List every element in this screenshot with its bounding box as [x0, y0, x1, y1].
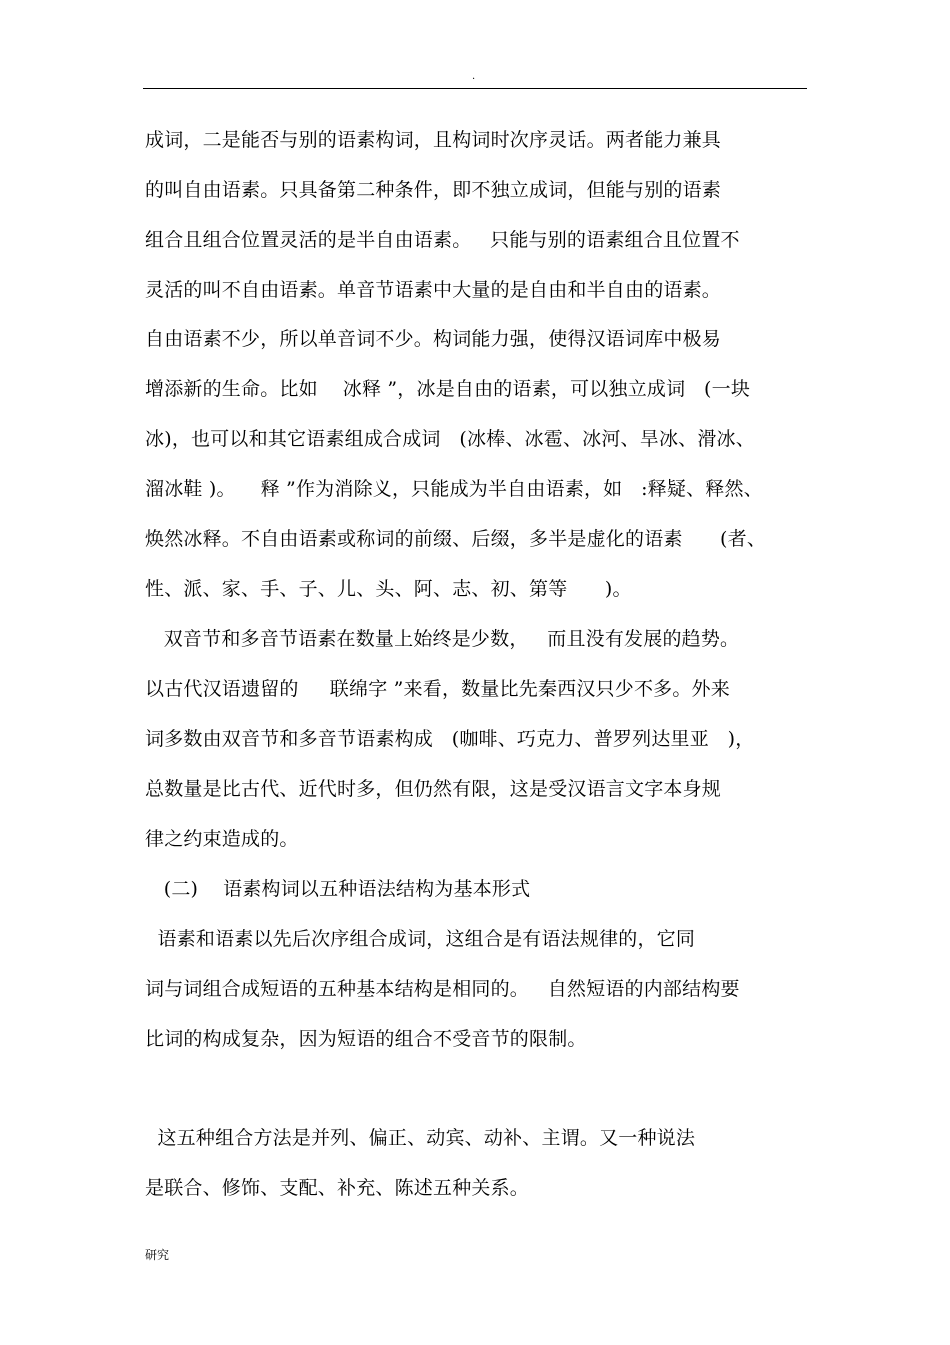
text-line: 以古代汉语遗留的 联绵字 ”来看，数量比先秦西汉只少不多。外来	[145, 678, 730, 700]
text-line: 这五种组合方法是并列、偏正、动宾、动补、主谓。又一种说法	[145, 1127, 696, 1149]
text-line: 双音节和多音节语素在数量上始终是少数， 而且没有发展的趋势。	[145, 628, 740, 650]
text-line: 比词的构成复杂，因为短语的组合不受音节的限制。	[145, 1028, 587, 1050]
text-line: 自由语素不少，所以单音词不少。构词能力强，使得汉语词库中极易	[145, 328, 722, 350]
header-rule	[143, 88, 807, 89]
text-line: 的叫自由语素。只具备第二种条件，即不独立成词，但能与别的语素	[145, 179, 722, 201]
text-line: 总数量是比古代、近代时多，但仍然有限，这是受汉语言文字本身规	[145, 778, 722, 800]
text-line: 焕然冰释。不自由语素或称词的前缀、后缀，多半是虚化的语素 (者、	[145, 528, 767, 550]
text-line: 词与词组合成短语的五种基本结构是相同的。 自然短语的内部结构要	[145, 978, 740, 1000]
text-line: 律之约束造成的。	[145, 828, 299, 850]
text-line: 语素和语素以先后次序组合成词，这组合是有语法规律的，它同	[145, 928, 696, 950]
text-line: 溜冰鞋 )。 释 ”作为消除义，只能成为半自由语素，如 :释疑、释然、	[145, 478, 763, 500]
text-line: 灵活的叫不自由语素。单音节语素中大量的是自由和半自由的语素。	[145, 279, 722, 301]
text-line: 组合且组合位置灵活的是半自由语素。 只能与别的语素组合且位置不	[145, 229, 740, 251]
text-line: 是联合、修饰、支配、补充、陈述五种关系。	[145, 1177, 530, 1199]
section-heading: (二) 语素构词以五种语法结构为基本形式	[145, 878, 531, 900]
text-line: 增添新的生命。比如 冰释 ”，冰是自由的语素，可以独立成词 (一块	[145, 378, 751, 400]
footer-label: 研究	[145, 1248, 170, 1262]
text-line: 冰)，也可以和其它语素组成合成词 (冰棒、冰雹、冰河、旱冰、滑冰、	[145, 428, 755, 450]
header-mark: .	[472, 71, 476, 82]
text-line: 性、派、家、手、子、儿、头、阿、志、初、第等 )。	[145, 578, 632, 600]
text-line: 词多数由双音节和多音节语素构成 (咖啡、巧克力、普罗列达里亚 )，	[145, 728, 755, 750]
text-line: 成词，二是能否与别的语素构词，且构词时次序灵话。两者能力兼具	[145, 129, 722, 151]
